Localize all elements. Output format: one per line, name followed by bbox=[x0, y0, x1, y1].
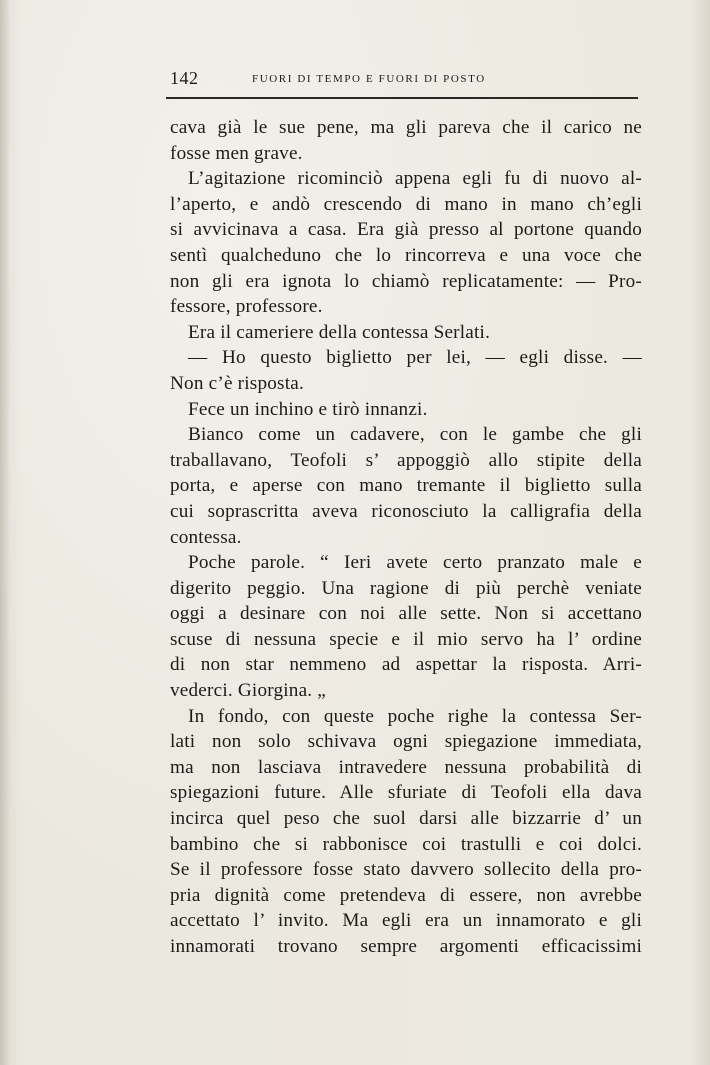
text-line: Poche parole. “ Ieri avete certo pranzato male e bbox=[188, 552, 642, 574]
text-line: l’aperto, e andò crescendo di mano in mano ch’egli bbox=[170, 193, 642, 215]
text-line: digerito peggio. Una ragione di più perchè veniate bbox=[170, 577, 642, 599]
page-header bbox=[170, 68, 638, 92]
text-line: si avvicinava a casa. Era già presso al portone quando bbox=[170, 219, 642, 241]
text-line: spiegazioni future. Alle sfuriate di Teofoli ella dava bbox=[170, 782, 642, 804]
text-line: In fondo, con queste poche righe la contessa Ser- bbox=[188, 705, 642, 727]
text-line: oggi a desinare con noi alle sette. Non si accettano bbox=[170, 603, 642, 625]
text-line: Non c’è risposta. bbox=[170, 372, 304, 394]
text-line: Bianco come un cadavere, con le gambe che gli bbox=[188, 424, 642, 446]
text-line: cui soprascritta aveva riconosciuto la calligrafia della bbox=[170, 500, 642, 522]
text-line: porta, e aperse con mano tremante il biglietto sulla bbox=[170, 475, 642, 497]
page-number: 142 bbox=[170, 68, 199, 88]
text-line: Se il professore fosse stato davvero sollecito della pro- bbox=[170, 859, 642, 881]
text-line: incirca quel peso che suol darsi alle bizzarrie d’ un bbox=[170, 808, 642, 830]
text-line: L’agitazione ricominciò appena egli fu di nuovo al- bbox=[188, 168, 642, 190]
text-line: scuse di nessuna specie e il mio servo ha l’ ordine bbox=[170, 628, 642, 650]
text-line: innamorati trovano sempre argomenti efficacissimi bbox=[170, 936, 642, 957]
text-line: accettato l’ invito. Ma egli era un innamorato e gli bbox=[170, 910, 642, 932]
body-text bbox=[170, 115, 642, 960]
text-line: ma non lasciava intravedere nessuna probabilità di bbox=[170, 756, 642, 778]
text-line: fessore, professore. bbox=[170, 296, 323, 318]
text-line: non gli era ignota lo chiamò replicatamente: — Pro- bbox=[170, 270, 642, 292]
text-line: traballavano, Teofoli s’ appoggiò allo stipite della bbox=[170, 449, 642, 471]
text-line: vederci. Giorgina. „ bbox=[170, 680, 327, 702]
text-line: pria dignità come pretendeva di essere, non avrebbe bbox=[170, 884, 642, 906]
text-line: cava già le sue pene, ma gli pareva che il carico ne bbox=[170, 117, 642, 138]
text-line: bambino che si rabbonisce coi trastulli e coi dolci. bbox=[170, 833, 642, 855]
text-line: lati non solo schivava ogni spiegazione immediata, bbox=[170, 731, 642, 753]
text-line: sentì qualcheduno che lo rincorreva e una voce che bbox=[170, 244, 642, 266]
page-edge-shadow bbox=[0, 0, 10, 1065]
text-line: — Ho questo biglietto per lei, — egli disse. — bbox=[188, 347, 642, 369]
text-line: Era il cameriere della contessa Serlati. bbox=[188, 321, 491, 343]
text-line: di non star nemmeno ad aspettar la risposta. Arri- bbox=[170, 654, 642, 676]
text-line: fosse men grave. bbox=[170, 142, 303, 164]
running-title: FUORI DI TEMPO E FUORI DI POSTO bbox=[252, 73, 486, 85]
text-line: Fece un inchino e tirò innanzi. bbox=[188, 398, 428, 420]
text-line: contessa. bbox=[170, 526, 242, 548]
header-rule bbox=[166, 97, 638, 99]
